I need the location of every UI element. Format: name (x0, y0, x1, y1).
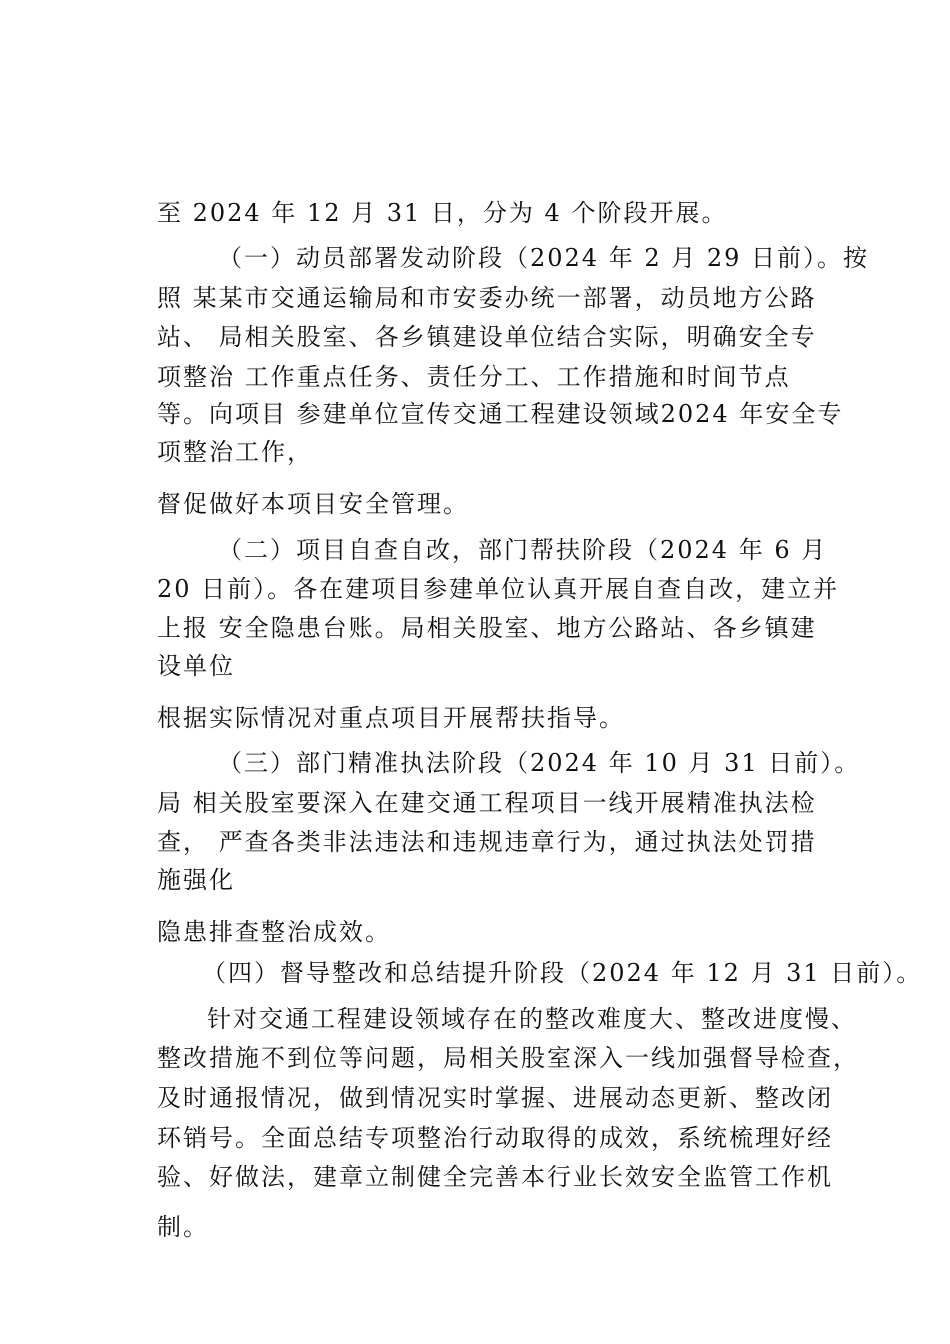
text-line: 督促做好本项目安全管理。 (157, 490, 469, 518)
text-line: 项整治工作， (157, 438, 313, 466)
text-line: 根据实际情况对重点项目开展帮扶指导。 (157, 704, 625, 732)
section-heading: （四）督导整改和总结提升阶段（2024 年 12 月 31 日前）。 (202, 959, 923, 987)
text-line: 查， 严查各类非法违法和违规违章行为，通过执法处罚措 (157, 828, 817, 856)
text-line: 设单位 (157, 652, 235, 680)
text-line: 等。向项目 参建单位宣传交通工程建设领域2024 年安全专 (157, 400, 844, 428)
section-heading: （三）部门精准执法阶段（2024 年 10 月 31 日前）。 (218, 749, 861, 777)
text-line: 制。 (157, 1213, 209, 1241)
text-line: 环销号。全面总结专项整治行动取得的成效，系统梳理好经 (157, 1124, 833, 1152)
text-line: 验、好做法，建章立制健全完善本行业长效安全监管工作机 (157, 1163, 833, 1191)
text-line: 针对交通工程建设领域存在的整改难度大、整改进度慢、 (207, 1005, 857, 1033)
text-line: 项整治 工作重点任务、责任分工、工作措施和时间节点 (157, 363, 791, 391)
section-heading: （一）动员部署发动阶段（2024 年 2 月 29 日前）。按 (218, 244, 870, 272)
text-line: 上报 安全隐患台账。局相关股室、地方公路站、各乡镇建 (157, 614, 817, 642)
text-line: 隐患排查整治成效。 (157, 918, 391, 946)
text-line: 至 2024 年 12 月 31 日，分为 4 个阶段开展。 (157, 199, 728, 227)
text-line: 照 某某市交通运输局和市安委办统一部署，动员地方公路 (157, 284, 817, 312)
text-line: 局 相关股室要深入在建交通工程项目一线开展精准执法检 (157, 789, 817, 817)
section-heading: （二）项目自查自改，部门帮扶阶段（2024 年 6 月 (218, 536, 828, 564)
text-line: 20 日前）。各在建项目参建单位认真开展自查自改，建立并 (157, 575, 840, 603)
text-line: 站、 局相关股室、各乡镇建设单位结合实际，明确安全专 (157, 323, 817, 351)
text-line: 及时通报情况，做到情况实时掌握、进展动态更新、整改闭 (157, 1084, 833, 1112)
text-line: 整改措施不到位等问题，局相关股室深入一线加强督导检查， (157, 1044, 859, 1072)
text-line: 施强化 (157, 866, 235, 894)
